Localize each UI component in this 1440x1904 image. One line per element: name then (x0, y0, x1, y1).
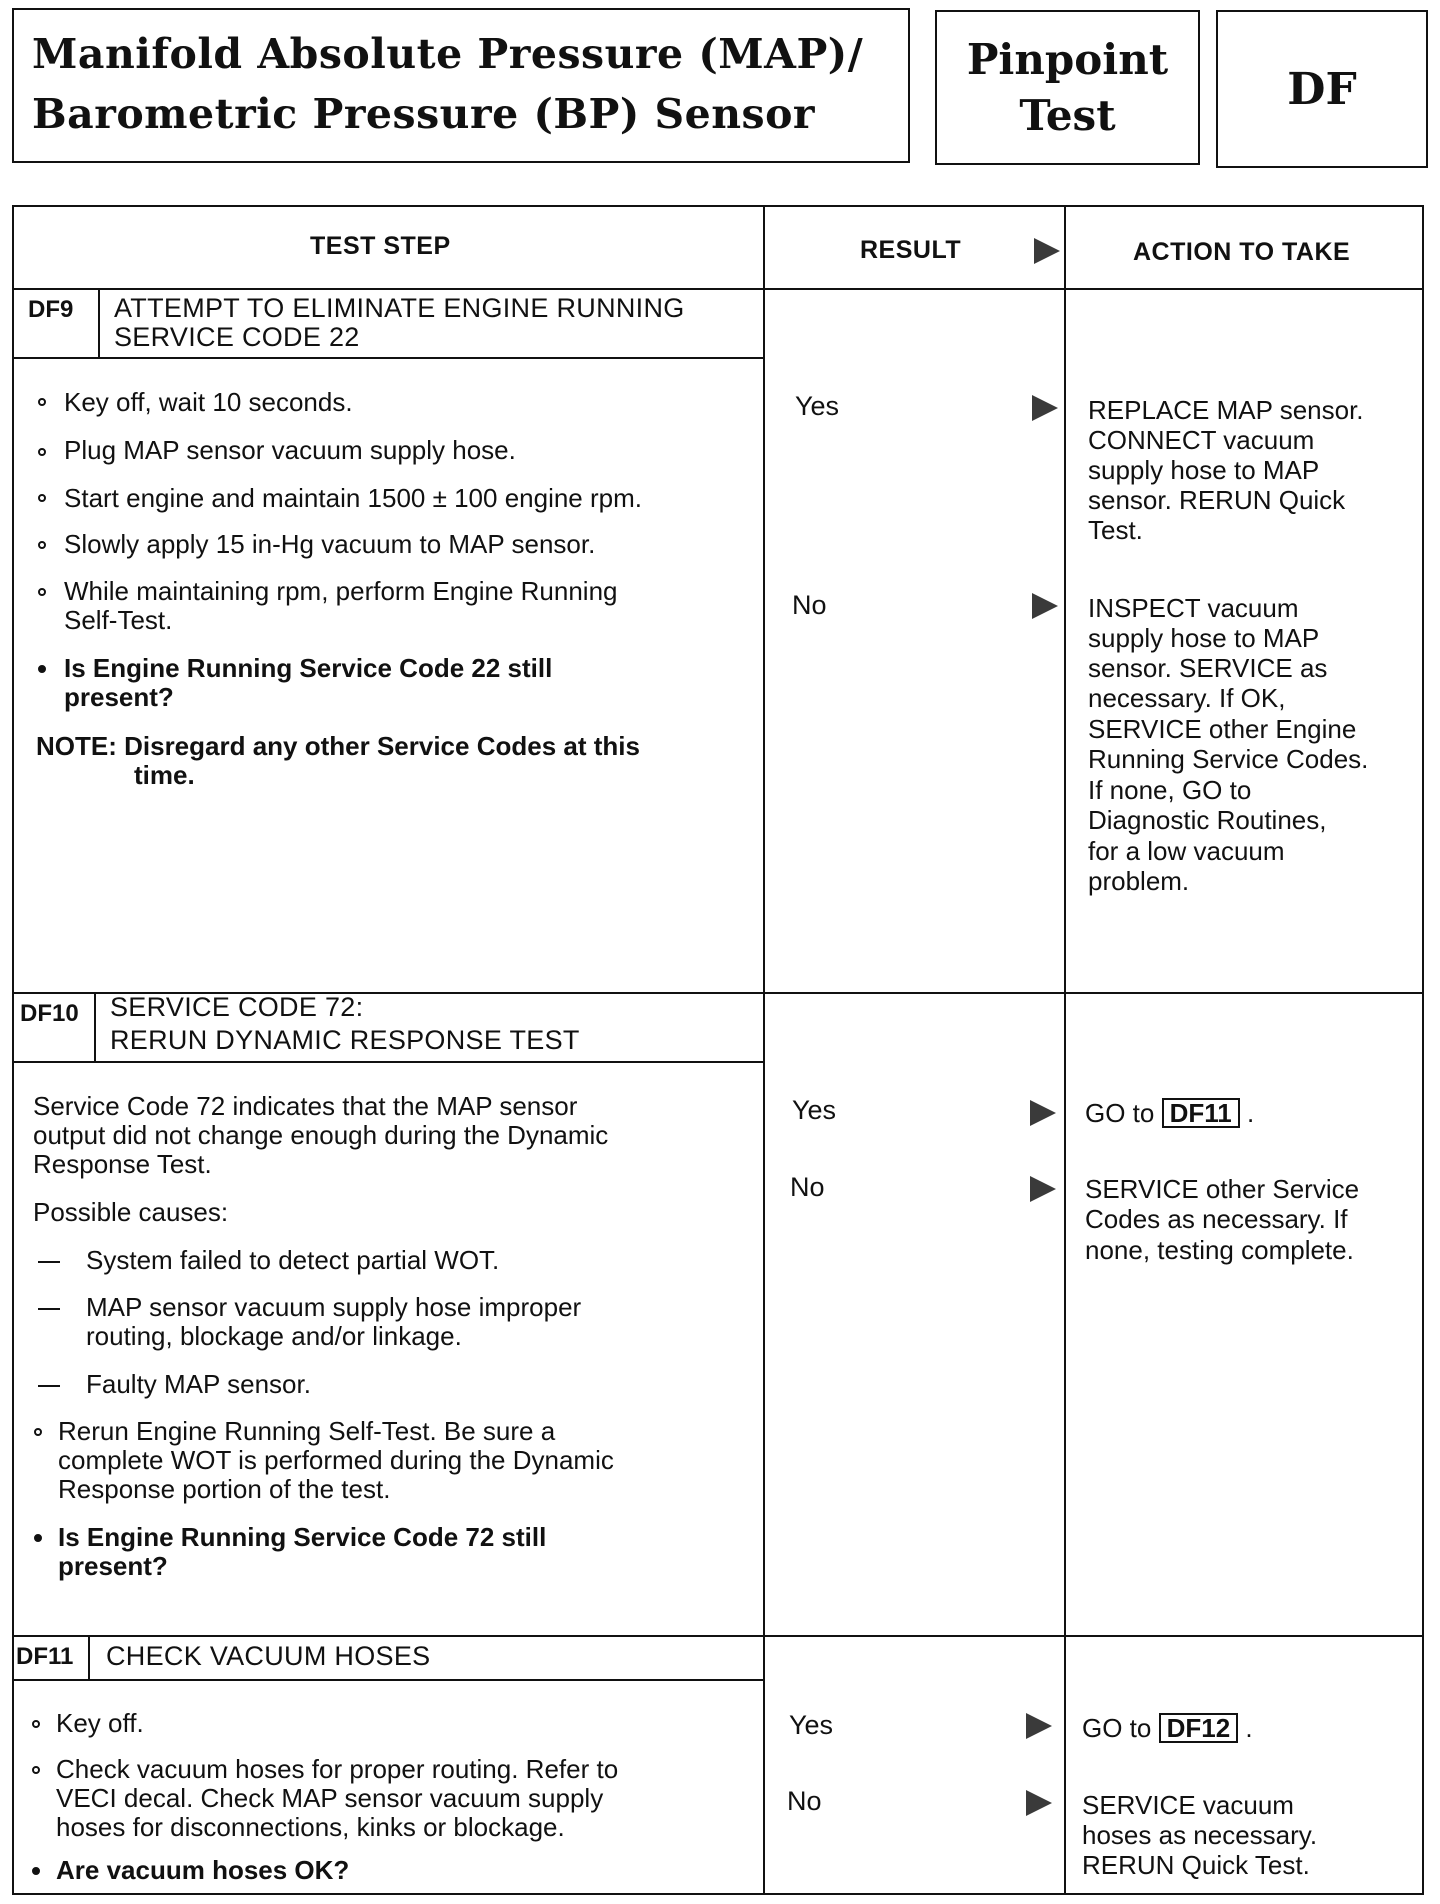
column-header-result: RESULT (860, 236, 962, 264)
result-yes: Yes (789, 1710, 834, 1740)
step-instruction: Self-Test. (64, 605, 173, 635)
action-text: SERVICE vacuum (1082, 1790, 1294, 1820)
step-id: DF11 (16, 1643, 74, 1670)
step-instruction: VECI decal. Check MAP sensor vacuum supply (56, 1783, 604, 1813)
possible-cause: System failed to detect partial WOT. (86, 1245, 500, 1275)
header-row-divider (12, 288, 1424, 290)
bullet-icon (38, 448, 46, 456)
step-title: ATTEMPT TO ELIMINATE ENGINE RUNNING (114, 293, 685, 323)
result-arrow-icon (1032, 593, 1058, 619)
result-no: No (790, 1172, 825, 1202)
result-yes: Yes (792, 1095, 837, 1125)
action-text: for a low vacuum (1088, 836, 1285, 866)
df11-id-divider (88, 1635, 90, 1679)
possible-cause: MAP sensor vacuum supply hose improper (86, 1292, 582, 1322)
bullet-icon (38, 494, 46, 502)
bullet-icon (34, 1428, 42, 1436)
step-reference-link[interactable]: DF12 (1159, 1713, 1239, 1743)
action-goto (1085, 1098, 1254, 1128)
step-reference-link[interactable]: DF11 (1162, 1098, 1240, 1128)
action-goto (1082, 1713, 1253, 1743)
df10-title-divider (12, 1061, 763, 1063)
dash-icon (38, 1308, 60, 1310)
step-id: DF9 (28, 296, 74, 323)
step-instruction: Start engine and maintain 1500 ± 100 engine rpm. (64, 483, 642, 513)
column-divider-action (1064, 205, 1066, 1895)
result-no: No (787, 1786, 822, 1816)
step-description: Response Test. (33, 1149, 212, 1179)
action-text: supply hose to MAP (1088, 455, 1320, 485)
action-text: SERVICE other Service (1085, 1174, 1360, 1204)
action-text: If none, GO to (1088, 775, 1252, 805)
step-description: Service Code 72 indicates that the MAP sensor (33, 1091, 578, 1121)
test-label: Test (1019, 90, 1116, 140)
action-text: Codes as necessary. If (1085, 1204, 1348, 1234)
bullet-icon (38, 665, 46, 673)
action-text: REPLACE MAP sensor. (1088, 395, 1364, 425)
page-title-line-2: Barometric Pressure (BP) Sensor (32, 90, 816, 138)
action-text: INSPECT vacuum (1088, 593, 1299, 623)
pinpoint-test-box (935, 10, 1200, 165)
result-arrow-icon (1030, 1100, 1056, 1126)
df11-title-divider (12, 1679, 763, 1681)
step-instruction: hoses for disconnections, kinks or blockage. (56, 1812, 565, 1842)
step-instruction: While maintaining rpm, perform Engine Running (64, 576, 618, 606)
result-no: No (792, 590, 827, 620)
action-text: problem. (1088, 866, 1190, 896)
goto-suffix: . (1245, 1713, 1253, 1743)
df11-row-divider (12, 1635, 1424, 1637)
result-arrow-icon (1032, 395, 1058, 421)
goto-label: GO to (1082, 1713, 1152, 1743)
action-text: sensor. SERVICE as (1088, 653, 1328, 683)
action-text: hoses as necessary. (1082, 1820, 1318, 1850)
step-note: NOTE: Disregard any other Service Codes at this (36, 731, 640, 761)
column-header-action: ACTION TO TAKE (1133, 238, 1351, 266)
action-text: necessary. If OK, (1088, 683, 1286, 713)
result-arrow-icon (1026, 1790, 1052, 1816)
bullet-icon (32, 1867, 40, 1875)
action-text: Running Service Codes. (1088, 744, 1369, 774)
step-note: time. (134, 760, 195, 790)
step-instruction: Key off, wait 10 seconds. (64, 387, 353, 417)
test-code-box (1216, 10, 1428, 168)
step-instruction: Response portion of the test. (58, 1474, 391, 1504)
action-text: Test. (1088, 515, 1143, 545)
test-code: DF (1287, 63, 1357, 115)
result-arrow-icon (1034, 238, 1060, 264)
action-text: supply hose to MAP (1088, 623, 1320, 653)
bullet-icon (38, 541, 46, 549)
step-question: present? (64, 682, 174, 712)
result-arrow-icon (1026, 1713, 1052, 1739)
step-instruction: Slowly apply 15 in-Hg vacuum to MAP sensor. (64, 529, 596, 559)
action-text: CONNECT vacuum (1088, 425, 1315, 455)
result-arrow-icon (1030, 1176, 1056, 1202)
bullet-icon (38, 588, 46, 596)
step-description: Possible causes: (33, 1197, 229, 1227)
column-divider-result (763, 205, 765, 1895)
step-description: output did not change enough during the Dynamic (33, 1120, 609, 1150)
df10-id-divider (94, 992, 96, 1061)
step-id: DF10 (20, 1000, 79, 1027)
step-question: present? (58, 1551, 168, 1581)
page-title-line-1: Manifold Absolute Pressure (MAP)/ (32, 30, 864, 78)
step-title: CHECK VACUUM HOSES (106, 1641, 431, 1671)
goto-suffix: . (1246, 1098, 1255, 1128)
goto-label: GO to (1085, 1098, 1155, 1128)
step-instruction: Plug MAP sensor vacuum supply hose. (64, 435, 516, 465)
step-question: Are vacuum hoses OK? (56, 1855, 350, 1885)
dash-icon (38, 1261, 60, 1263)
bullet-icon (32, 1766, 40, 1774)
step-question: Is Engine Running Service Code 72 still (58, 1522, 547, 1552)
pinpoint-label: Pinpoint (966, 34, 1169, 84)
action-text: SERVICE other Engine (1088, 714, 1357, 744)
df9-id-divider (98, 288, 100, 357)
possible-cause: routing, blockage and/or linkage. (86, 1321, 462, 1351)
df9-title-divider (12, 357, 763, 359)
step-title: SERVICE CODE 72: (110, 992, 364, 1022)
step-question: Is Engine Running Service Code 22 still (64, 653, 553, 683)
step-instruction: Key off. (56, 1708, 144, 1738)
bullet-icon (34, 1534, 42, 1542)
result-yes: Yes (795, 391, 840, 421)
action-text: none, testing complete. (1085, 1235, 1354, 1265)
possible-cause: Faulty MAP sensor. (86, 1369, 311, 1399)
column-header-test-step: TEST STEP (310, 232, 451, 260)
step-title: SERVICE CODE 22 (114, 322, 360, 352)
action-text: RERUN Quick Test. (1082, 1850, 1310, 1880)
step-title: RERUN DYNAMIC RESPONSE TEST (110, 1025, 580, 1055)
page-title-box (12, 8, 910, 163)
step-instruction: Rerun Engine Running Self-Test. Be sure a (58, 1416, 556, 1446)
bullet-icon (32, 1720, 40, 1728)
step-instruction: complete WOT is performed during the Dynamic (58, 1445, 614, 1475)
dash-icon (38, 1385, 60, 1387)
action-text: Diagnostic Routines, (1088, 805, 1327, 835)
step-instruction: Check vacuum hoses for proper routing. Refer to (56, 1754, 619, 1784)
bullet-icon (38, 398, 46, 406)
action-text: sensor. RERUN Quick (1088, 485, 1346, 515)
